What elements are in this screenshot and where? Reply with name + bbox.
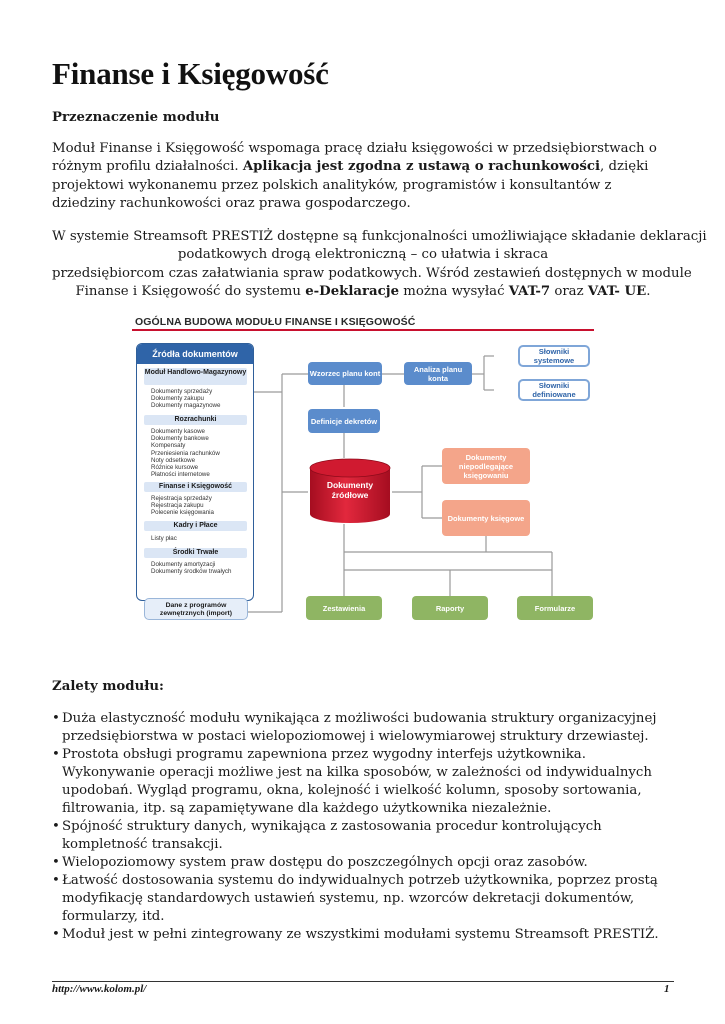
doc-item: Dokumenty sprzedaży bbox=[151, 388, 213, 395]
list-item bbox=[52, 746, 674, 818]
list-item bbox=[52, 710, 674, 746]
edekl-line-2: podatkowych drogą elektroniczną – co ułatwia i skraca bbox=[177, 247, 549, 263]
sources-header: Źródła dokumentów bbox=[137, 344, 253, 364]
bullet-glyph: • bbox=[52, 855, 60, 870]
section-heading-advantages: Zalety modułu: bbox=[52, 679, 164, 694]
intro-text-bold: Aplikacja jest zgodna z ustawą o rachunkowości bbox=[242, 159, 600, 175]
non-posting-documents-box: Dokumenty niepodlegające księgowaniu bbox=[442, 448, 530, 484]
wzorzec-planu-kont-box: Wzorzec planu kont bbox=[308, 362, 382, 385]
page-title: Finanse i Księgowość bbox=[52, 56, 329, 91]
analiza-planu-konta-box: Analiza planu konta bbox=[404, 362, 472, 385]
doc-item: Dokumenty amortyzacji bbox=[151, 561, 216, 568]
edekl-line-3: przedsiębiorcom czas załatwiania spraw podatkowych. Wśród zestawień dostępnych w module bbox=[52, 265, 692, 281]
section-heading-purpose: Przeznaczenie modułu bbox=[52, 110, 220, 125]
list-item bbox=[52, 854, 674, 872]
doc-item: Polecenie księgowania bbox=[151, 509, 214, 517]
edekl-line-4-c: można wysyłać bbox=[399, 283, 509, 299]
page-number: 1 bbox=[664, 983, 670, 995]
accounting-documents-box: Dokumenty księgowe bbox=[442, 500, 530, 536]
list-item bbox=[52, 926, 674, 944]
doc-item: Dokumenty zakupu bbox=[151, 395, 204, 403]
list-item bbox=[52, 872, 674, 926]
footer-url-link[interactable]: http://www.kolom.pl/ bbox=[52, 983, 147, 995]
intro-paragraph bbox=[52, 140, 674, 213]
edekl-line-4-b: e-Deklaracje bbox=[305, 283, 400, 299]
footer-rule bbox=[52, 981, 674, 982]
doc-item: Noty odsetkowe bbox=[151, 456, 196, 464]
doc-item: Kompensaty bbox=[151, 442, 186, 450]
document-sources-panel bbox=[136, 343, 254, 601]
edeklaracje-paragraph bbox=[52, 228, 707, 301]
edekl-line-4-g: . bbox=[646, 283, 651, 299]
group-srodki-trwale: Środki Trwałe bbox=[144, 548, 247, 558]
edekl-line-1: W systemie Streamsoft PRESTIŻ dostępne są funkcjonalności umożliwiające składanie deklaracji bbox=[52, 229, 707, 244]
group-st-items bbox=[151, 561, 231, 575]
zestawienia-box: Zestawienia bbox=[306, 596, 382, 620]
definicje-dekretow-box: Definicje dekretów bbox=[308, 409, 380, 433]
group-hm-items bbox=[151, 388, 220, 410]
bullet-glyph: • bbox=[52, 747, 60, 762]
doc-item: Dokumenty bankowe bbox=[151, 435, 209, 443]
list-item-text: Spójność struktury danych, wynikająca z zastosowania procedur kontrolujących kompletność transakcji. bbox=[62, 819, 602, 852]
group-handlowo-magazynowy: Moduł Handlowo-Magazynowy bbox=[144, 368, 247, 385]
list-item-text: Duża elastyczność modułu wynikająca z możliwości budowania struktury organizacyjnej przedsiębiorstwa w postaci wielopoziomowej i wielowymiarowej struktury drzewiastej. bbox=[62, 711, 657, 744]
intro-text-a: Moduł Finanse i Księgowość wspomaga pracę działu księgowości w przedsiębiorstwach o różnym profilu działalności. bbox=[52, 141, 657, 175]
module-structure-diagram bbox=[132, 312, 598, 624]
intro-text-c: , dzięki projektowi wykonanemu przez polskich analityków, programistów i konsultantów z dziedziny rachunkowości oraz prawa gospodarczego. bbox=[52, 159, 649, 211]
diagram-title-rule bbox=[132, 329, 594, 331]
list-item-text: Wielopoziomowy system praw dostępu do poszczególnych opcji oraz zasobów. bbox=[62, 855, 588, 870]
group-fk-items bbox=[151, 495, 214, 517]
formularze-box: Formularze bbox=[517, 596, 593, 620]
doc-item: Rejestracja zakupu bbox=[151, 502, 204, 510]
raporty-box: Raporty bbox=[412, 596, 488, 620]
group-kadry-place: Kadry i Płace bbox=[144, 521, 247, 531]
edekl-line-4-a: Finanse i Księgowość do systemu bbox=[75, 283, 306, 299]
group-kp-items bbox=[151, 535, 177, 542]
doc-item: Listy płac bbox=[151, 535, 177, 542]
advantages-list bbox=[52, 710, 674, 944]
list-item-text: Łatwość dostosowania systemu do indywidualnych potrzeb użytkownika, poprzez prostą modyfikację standardowych ustawień systemu, np. wzorców dekretacji dokumentów, formularzy, itd. bbox=[62, 873, 658, 924]
bullet-glyph: • bbox=[52, 711, 60, 726]
doc-item: Dokumenty magazynowe bbox=[151, 402, 221, 410]
diagram-title: OGÓLNA BUDOWA MODUŁU FINANSE I KSIĘGOWOŚĆ bbox=[135, 316, 416, 328]
list-item bbox=[52, 818, 674, 854]
doc-item: Rejestracja sprzedaży bbox=[151, 495, 212, 502]
group-rozrachunki-items bbox=[151, 428, 220, 478]
external-import-box: Dane z programów zewnętrznych (import) bbox=[144, 598, 248, 620]
edekl-line-4-f: VAT- UE bbox=[587, 283, 647, 299]
list-item-text: Moduł jest w pełni zintegrowany ze wszystkimi modułami systemu Streamsoft PRESTIŻ. bbox=[62, 927, 659, 942]
doc-item: Różnice kursowe bbox=[151, 464, 199, 472]
list-item-text: Prostota obsługi programu zapewniona przez wygodny interfejs użytkownika. Wykonywanie operacji możliwe jest na kilka sposobów, w zależności od indywidualnych upodobań. Wygląd programu, okna, kolejność i wielkość kolumn, sposoby sortowania, filtrowania, itp. są zapamiętywane dla każdego użytkownika niezależnie. bbox=[62, 747, 652, 816]
group-finanse-ksiegowosc: Finanse i Księgowość bbox=[144, 482, 247, 492]
bullet-glyph: • bbox=[52, 927, 60, 942]
doc-item: Dokumenty środków trwałych bbox=[151, 568, 232, 576]
doc-item: Przeniesienia rachunków bbox=[151, 449, 220, 457]
doc-item: Dokumenty kasowe bbox=[151, 428, 205, 435]
slowniki-definiowane-box: Słowniki definiowane bbox=[518, 379, 590, 401]
bullet-glyph: • bbox=[52, 819, 60, 834]
group-rozrachunki: Rozrachunki bbox=[144, 415, 247, 425]
source-documents-label: Dokumenty źródłowe bbox=[326, 480, 374, 500]
edekl-line-4-e: oraz bbox=[550, 283, 588, 299]
slowniki-systemowe-box: Słowniki systemowe bbox=[518, 345, 590, 367]
doc-item: Płatności internetowe bbox=[151, 471, 210, 479]
edekl-line-4-d: VAT-7 bbox=[508, 283, 551, 299]
bullet-glyph: • bbox=[52, 873, 60, 888]
edekl-line-4 bbox=[52, 283, 674, 301]
